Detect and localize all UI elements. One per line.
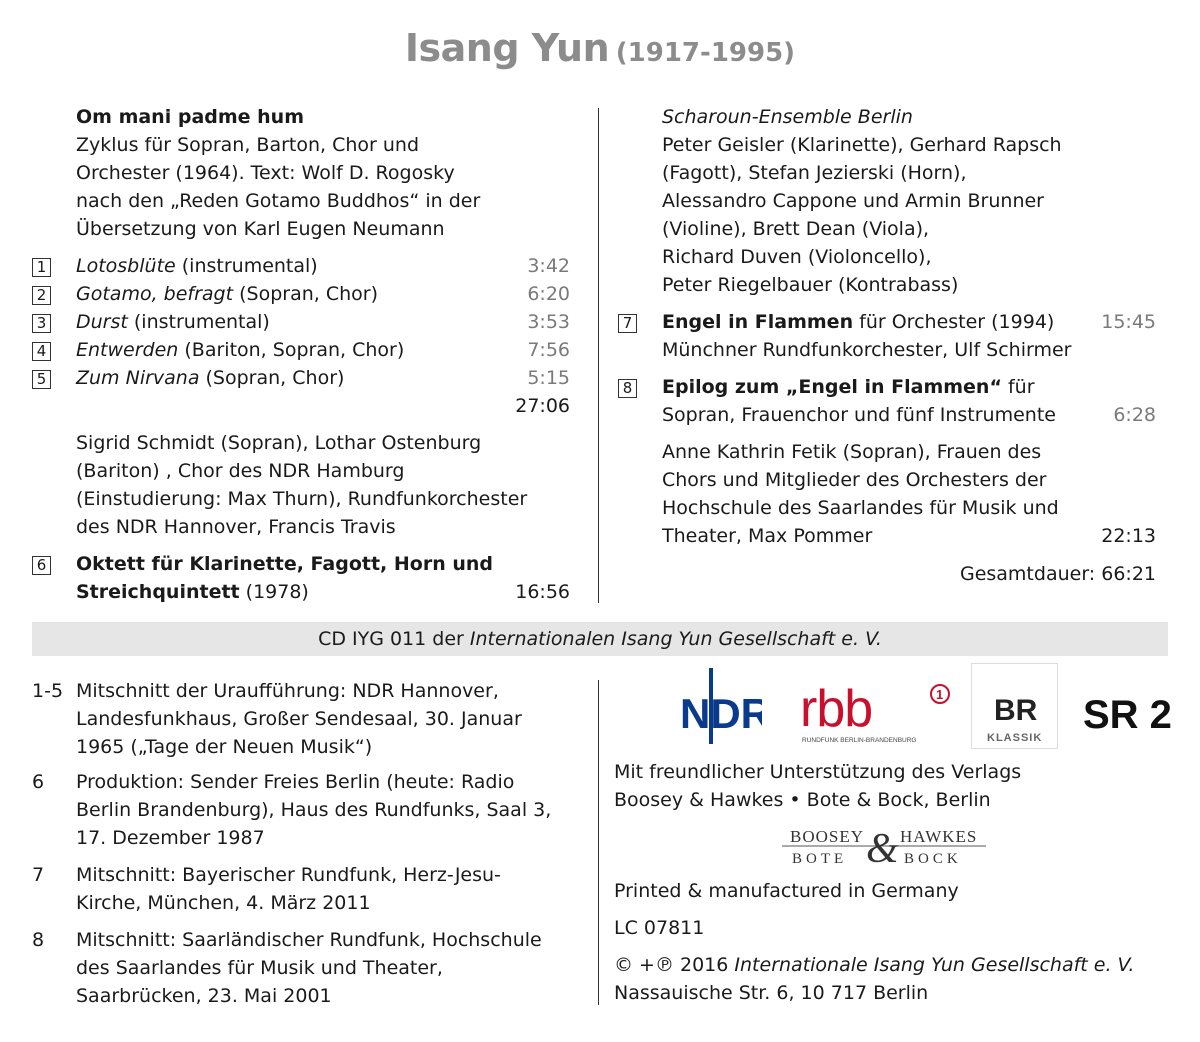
performers-line: Anne Kathrin Fetik (Sopran), Frauen des	[662, 441, 1042, 463]
work1-desc-line: Zyklus für Sopran, Barton, Chor und	[76, 134, 420, 156]
performers-line: Hochschule des Saarlandes für Musik und	[662, 497, 1059, 519]
work1-total-time: 27:06	[515, 395, 570, 417]
sr2-logo	[1083, 690, 1173, 734]
track-number: 8	[618, 379, 637, 398]
composer-years: (1917-1995)	[615, 38, 796, 68]
track7-time: 15:45	[1101, 311, 1156, 333]
note-line: Mitschnitt: Saarländischer Rundfunk, Hochschule	[76, 929, 542, 951]
support-line: Mit freundlicher Unterstützung des Verlags	[614, 761, 1022, 783]
bote-text: BOTE	[792, 851, 848, 867]
track6-year: (1978)	[239, 581, 309, 603]
ensemble-name: Scharoun-Ensemble Berlin	[662, 106, 913, 128]
track-time: 3:42	[527, 255, 570, 277]
work1-desc-line: Übersetzung von Karl Eugen Neumann	[76, 218, 445, 240]
track-number: 4	[32, 342, 51, 361]
note-number: 1-5	[32, 680, 64, 702]
track-number: 7	[618, 314, 637, 333]
track-number: 5	[32, 370, 51, 389]
work1-desc-line: Orchester (1964). Text: Wolf D. Rogosky	[76, 162, 455, 184]
copyright-org: Internationale Isang Yun Gesellschaft e. V.	[734, 954, 1135, 976]
ensemble-member-line: Peter Geisler (Klarinette), Gerhard Rapsch	[662, 134, 1062, 156]
note-line: Berlin Brandenburg), Haus des Rundfunks, Saal 3,	[76, 799, 552, 821]
cd-catalog-bar	[32, 622, 1168, 656]
performers-line: (Bariton) , Chor des NDR Hamburg	[76, 460, 405, 482]
track7-performers: Münchner Rundfunkorchester, Ulf Schirmer	[662, 339, 1072, 361]
address-line: Nassauische Str. 6, 10 717 Berlin	[614, 982, 929, 1004]
track6-title: Oktett für Klarinette, Fagott, Horn und	[76, 553, 494, 575]
note-line: Kirche, München, 4. März 2011	[76, 892, 371, 914]
rbb-logo	[800, 680, 952, 746]
rbb-logo-subtitle: RUNDFUNK BERLIN-BRANDENBURG	[802, 737, 917, 744]
note-line: Mitschnitt der Uraufführung: NDR Hannover,	[76, 680, 499, 702]
note-number: 7	[32, 864, 45, 886]
ampersand-text: &	[866, 826, 899, 870]
br-logo-text: BR	[994, 694, 1038, 727]
note-line: 17. Dezember 1987	[76, 827, 265, 849]
track-desc: (Sopran, Chor)	[233, 283, 378, 305]
track8-total-time: 22:13	[1101, 525, 1156, 547]
sr2-logo-text: SR 2	[1083, 693, 1172, 734]
track7-desc: für Orchester (1994)	[853, 311, 1055, 333]
track-time: 6:20	[527, 283, 570, 305]
total-duration: Gesamtdauer: 66:21	[959, 563, 1156, 585]
note-line: Mitschnitt: Bayerischer Rundfunk, Herz-Jesu-	[76, 864, 501, 886]
track-name: Gotamo, befragt	[76, 283, 234, 305]
page-title	[0, 26, 1200, 70]
note-line: des Saarlandes für Musik und Theater,	[76, 957, 443, 979]
track-time: 5:15	[527, 367, 570, 389]
track-title	[76, 336, 404, 364]
track8-desc: für	[1001, 376, 1035, 398]
track8-time: 6:28	[1113, 404, 1156, 426]
cd-society-name: Internationalen Isang Yun Gesellschaft e. V.	[469, 628, 882, 650]
column-divider-bottom	[598, 680, 599, 1005]
br-logo-subtitle: KLASSIK	[987, 732, 1043, 744]
note-line: Produktion: Sender Freies Berlin (heute: Radio	[76, 771, 515, 793]
track6-title-line2	[76, 578, 309, 606]
ensemble-member-line: (Violine), Brett Dean (Viola),	[662, 218, 930, 240]
track-name: Entwerden	[76, 339, 179, 361]
note-number: 8	[32, 929, 45, 951]
track-desc: (instrumental)	[127, 311, 270, 333]
ensemble-member-line: (Fagott), Stefan Jezierski (Horn),	[662, 162, 967, 184]
cd-catalog-prefix: CD IYG 011 der	[318, 628, 470, 650]
track-number: 6	[32, 556, 51, 575]
track-desc: (instrumental)	[175, 255, 318, 277]
track-title	[76, 364, 344, 392]
track6-title-cont: Streichquintett	[76, 581, 240, 603]
track-number: 3	[32, 314, 51, 333]
track-time: 7:56	[527, 339, 570, 361]
track7-name: Engel in Flammen	[662, 311, 854, 333]
performers-line: Chors und Mitglieder des Orchesters der	[662, 469, 1047, 491]
label-code: LC 07811	[614, 917, 705, 939]
support-line: Boosey & Hawkes • Bote & Bock, Berlin	[614, 789, 991, 811]
ndr-logo	[680, 668, 762, 744]
performers-line: (Einstudierung: Max Thurn), Rundfunkorchester	[76, 488, 528, 510]
track-number: 2	[32, 286, 51, 305]
track-number: 1	[32, 258, 51, 277]
track-name: Lotosblüte	[76, 255, 176, 277]
bock-text: BOCK	[904, 851, 962, 867]
track-title	[76, 252, 318, 280]
track6-time: 16:56	[515, 581, 570, 603]
br-klassik-logo	[971, 663, 1058, 749]
track8-name: Epilog zum „Engel in Flammen“	[662, 376, 1002, 398]
rbb-logo-number: 1	[936, 687, 944, 702]
work1-desc-line: nach den „Reden Gotamo Buddhos“ in der	[76, 190, 481, 212]
note-number: 6	[32, 771, 45, 793]
work1-title: Om mani padme hum	[76, 106, 305, 128]
track8-title	[662, 373, 1035, 401]
copyright-line	[614, 951, 1134, 979]
copyright-prefix: © +℗ 2016	[614, 954, 735, 976]
ensemble-member-line: Alessandro Cappone und Armin Brunner	[662, 190, 1044, 212]
ndr-logo-text: NDR	[680, 690, 762, 737]
track-desc: (Bariton, Sopran, Chor)	[178, 339, 405, 361]
boosey-text: BOOSEY	[790, 827, 865, 846]
printed-info: Printed & manufactured in Germany	[614, 880, 959, 902]
composer-name: Isang Yun	[404, 26, 610, 70]
track-title	[76, 280, 378, 308]
boosey-hawkes-logo	[782, 822, 986, 870]
note-line: Landesfunkhaus, Großer Sendesaal, 30. Januar	[76, 708, 522, 730]
track-name: Zum Nirvana	[76, 367, 200, 389]
ensemble-member-line: Peter Riegelbauer (Kontrabass)	[662, 274, 959, 296]
performers-line: Theater, Max Pommer	[662, 525, 873, 547]
note-line: 1965 („Tage der Neuen Musik“)	[76, 736, 373, 758]
track-title	[76, 308, 270, 336]
track8-desc-line2: Sopran, Frauenchor und fünf Instrumente	[662, 404, 1056, 426]
hawkes-text: HAWKES	[900, 827, 978, 846]
track7-title	[662, 308, 1054, 336]
track-time: 3:53	[527, 311, 570, 333]
track-desc: (Sopran, Chor)	[199, 367, 345, 389]
performers-line: Sigrid Schmidt (Sopran), Lothar Ostenburg	[76, 432, 482, 454]
column-divider-top	[598, 108, 599, 603]
ensemble-member-line: Richard Duven (Violoncello),	[662, 246, 932, 268]
rbb-logo-text: rbb	[800, 680, 873, 738]
note-line: Saarbrücken, 23. Mai 2001	[76, 985, 332, 1007]
track-name: Durst	[76, 311, 128, 333]
performers-line: des NDR Hannover, Francis Travis	[76, 516, 396, 538]
